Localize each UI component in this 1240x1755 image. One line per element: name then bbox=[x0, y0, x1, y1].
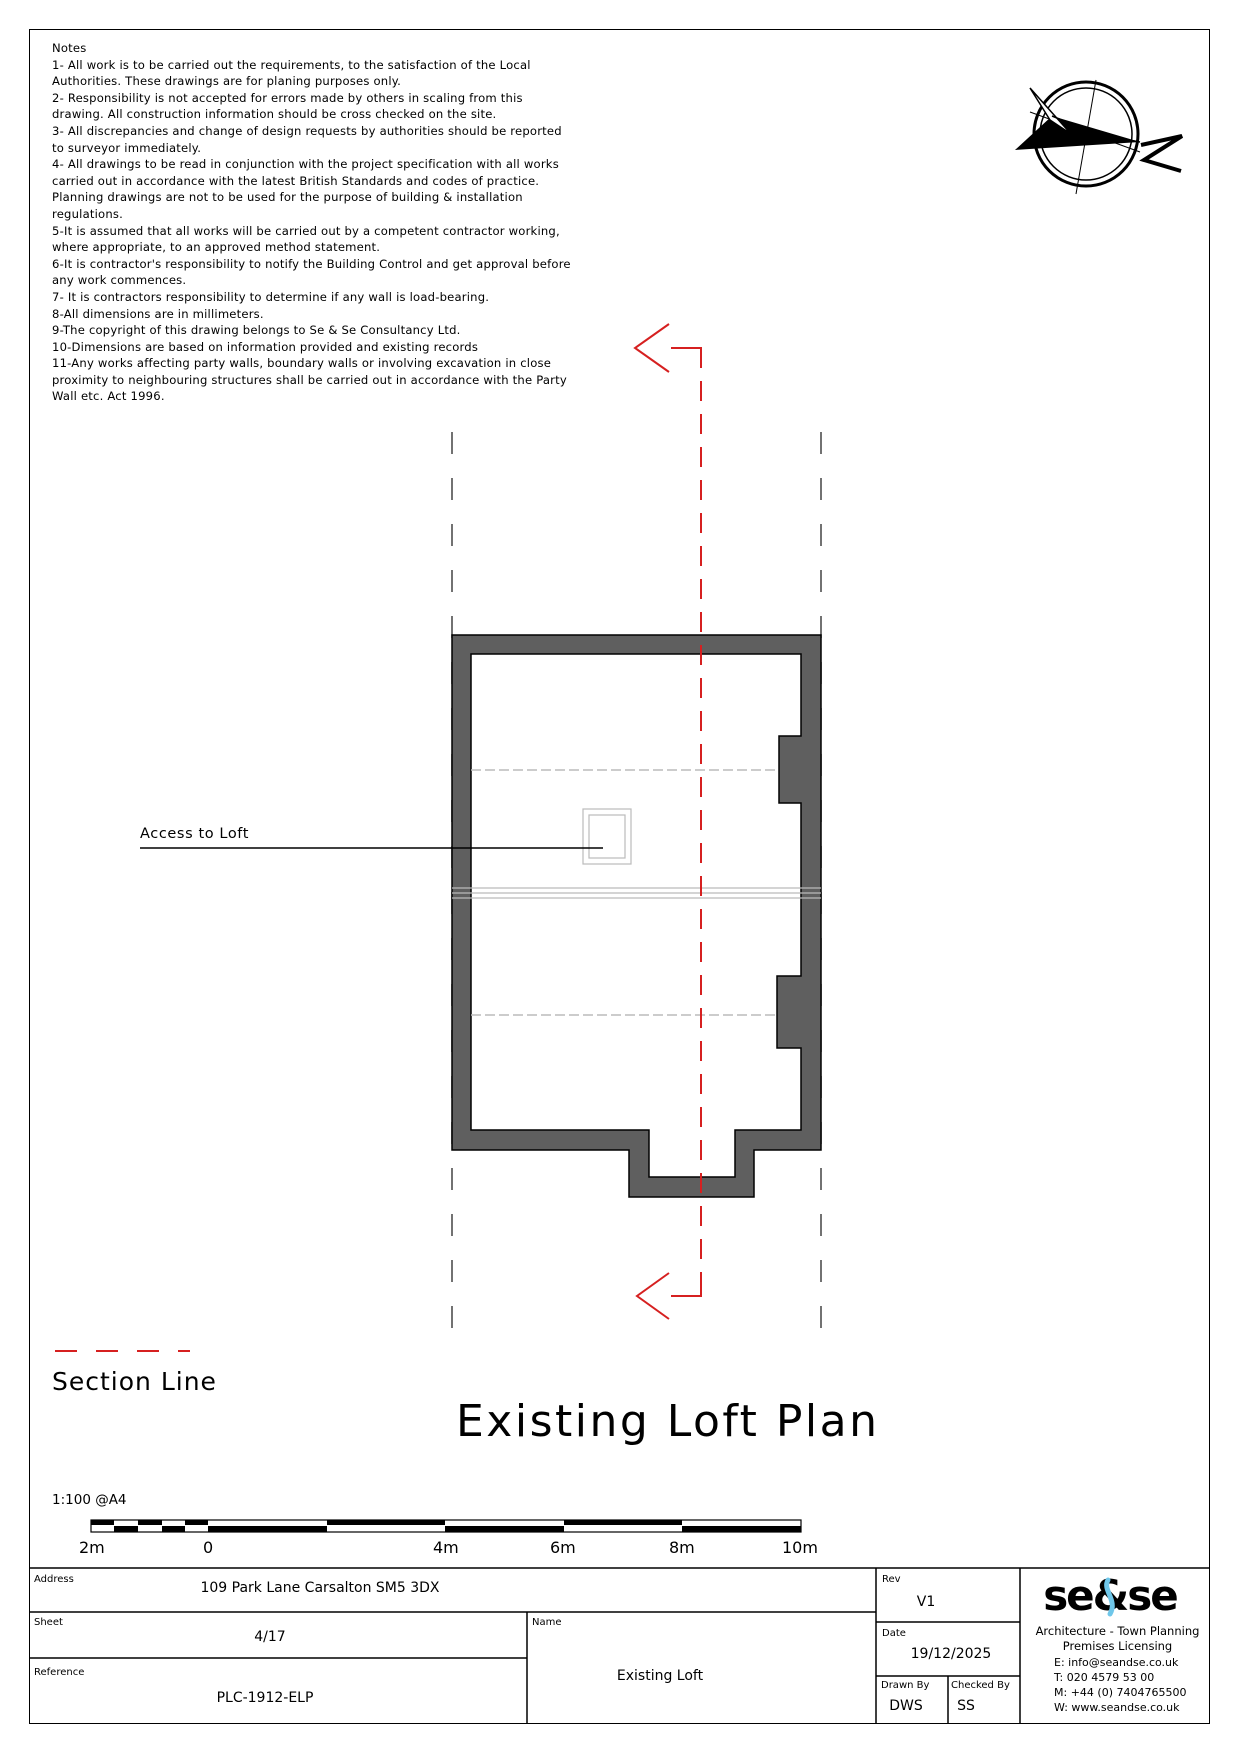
note-item-3: 3- All discrepancies and change of design requests by authorities should be reported to surveyor immediately. bbox=[52, 123, 562, 155]
north-arrow-icon bbox=[1015, 80, 1182, 194]
note-item-11: 11-Any works affecting party walls, boundary walls or involving excavation in close proximity to neighbouring structures shall be carried out in accordance with the Party Wall etc. Act 1996. bbox=[52, 356, 567, 404]
rev-value: V1 bbox=[916, 1594, 936, 1610]
scale-label: 10m bbox=[782, 1538, 818, 1557]
address-label: Address bbox=[34, 1574, 74, 1585]
note-item-7: 7- It is contractors responsibility to determine if any wall is load-bearing. bbox=[52, 289, 490, 304]
note-item-5: 5-It is assumed that all works will be carried out by a competent contractor working, where appropriate, to an approved method statement. bbox=[52, 223, 560, 255]
note-item-1: 1- All work is to be carried out the requirements, to the satisfaction of the Local Authorities. These drawings are for planing purposes only. bbox=[52, 57, 531, 89]
company-tagline-2: Premises Licensing bbox=[1062, 1639, 1173, 1653]
drawn-by-value: DWS bbox=[889, 1698, 923, 1714]
section-line-legend-label: Section Line bbox=[52, 1367, 217, 1396]
note-item-2: 2- Responsibility is not accepted for errors made by others in scaling from this drawing. All construction information should be cross checked on the site. bbox=[52, 90, 523, 122]
scale-bar bbox=[91, 1520, 801, 1532]
date-label: Date bbox=[882, 1628, 906, 1639]
name-label: Name bbox=[532, 1617, 562, 1628]
company-tagline-1: Architecture - Town Planning bbox=[1035, 1624, 1200, 1638]
company-phone: T: 020 4579 53 00 bbox=[1054, 1671, 1155, 1684]
scale-label: 4m bbox=[433, 1538, 459, 1557]
reference-label: Reference bbox=[34, 1667, 85, 1678]
address-value: 109 Park Lane Carsalton SM5 3DX bbox=[200, 1580, 440, 1596]
note-item-9: 9-The copyright of this drawing belongs to Se & Se Consultancy Ltd. bbox=[52, 323, 461, 338]
ridge-line bbox=[452, 888, 821, 898]
note-item-4: 4- All drawings to be read in conjunction with the project specification with all works carried out in accordance with the latest British Standards and codes of practice. Planning drawings are not to be used for the purpose of building & installation regulations. bbox=[52, 157, 559, 221]
checked-by-value: SS bbox=[957, 1698, 975, 1714]
company-mobile: M: +44 (0) 7404765500 bbox=[1054, 1686, 1187, 1699]
note-item-8: 8-All dimensions are in millimeters. bbox=[52, 306, 264, 321]
company-email: E: info@seandse.co.uk bbox=[1054, 1656, 1179, 1669]
drawn-by-label: Drawn By bbox=[881, 1680, 930, 1691]
note-item-6: 6-It is contractor's responsibility to notify the Building Control and get approval before any work commences. bbox=[52, 256, 571, 288]
reference-value: PLC-1912-ELP bbox=[216, 1690, 314, 1706]
notes-heading: Notes bbox=[52, 41, 87, 55]
drawing-title: Existing Loft Plan bbox=[456, 1396, 880, 1447]
loft-hatch bbox=[583, 809, 631, 864]
scale-label: 8m bbox=[669, 1538, 695, 1557]
sheet-value: 4/17 bbox=[254, 1629, 286, 1645]
company-web: W: www.seandse.co.uk bbox=[1054, 1701, 1180, 1714]
scale-label: 6m bbox=[550, 1538, 576, 1557]
loft-walls bbox=[452, 635, 821, 1197]
rev-label: Rev bbox=[882, 1574, 901, 1585]
company-logo bbox=[1022, 1570, 1202, 1618]
name-value: Existing Loft bbox=[616, 1668, 704, 1684]
sheet-label: Sheet bbox=[34, 1617, 63, 1628]
scale-text: 1:100 @A4 bbox=[52, 1492, 127, 1508]
note-item-10: 10-Dimensions are based on information provided and existing records bbox=[52, 339, 479, 354]
date-value: 19/12/2025 bbox=[910, 1646, 992, 1662]
checked-by-label: Checked By bbox=[951, 1680, 1010, 1691]
scale-label: 2m bbox=[79, 1538, 105, 1557]
scale-label: 0 bbox=[203, 1538, 214, 1557]
company-logo-text: se&se bbox=[1043, 1571, 1177, 1618]
access-to-loft-label: Access to Loft bbox=[140, 826, 250, 842]
